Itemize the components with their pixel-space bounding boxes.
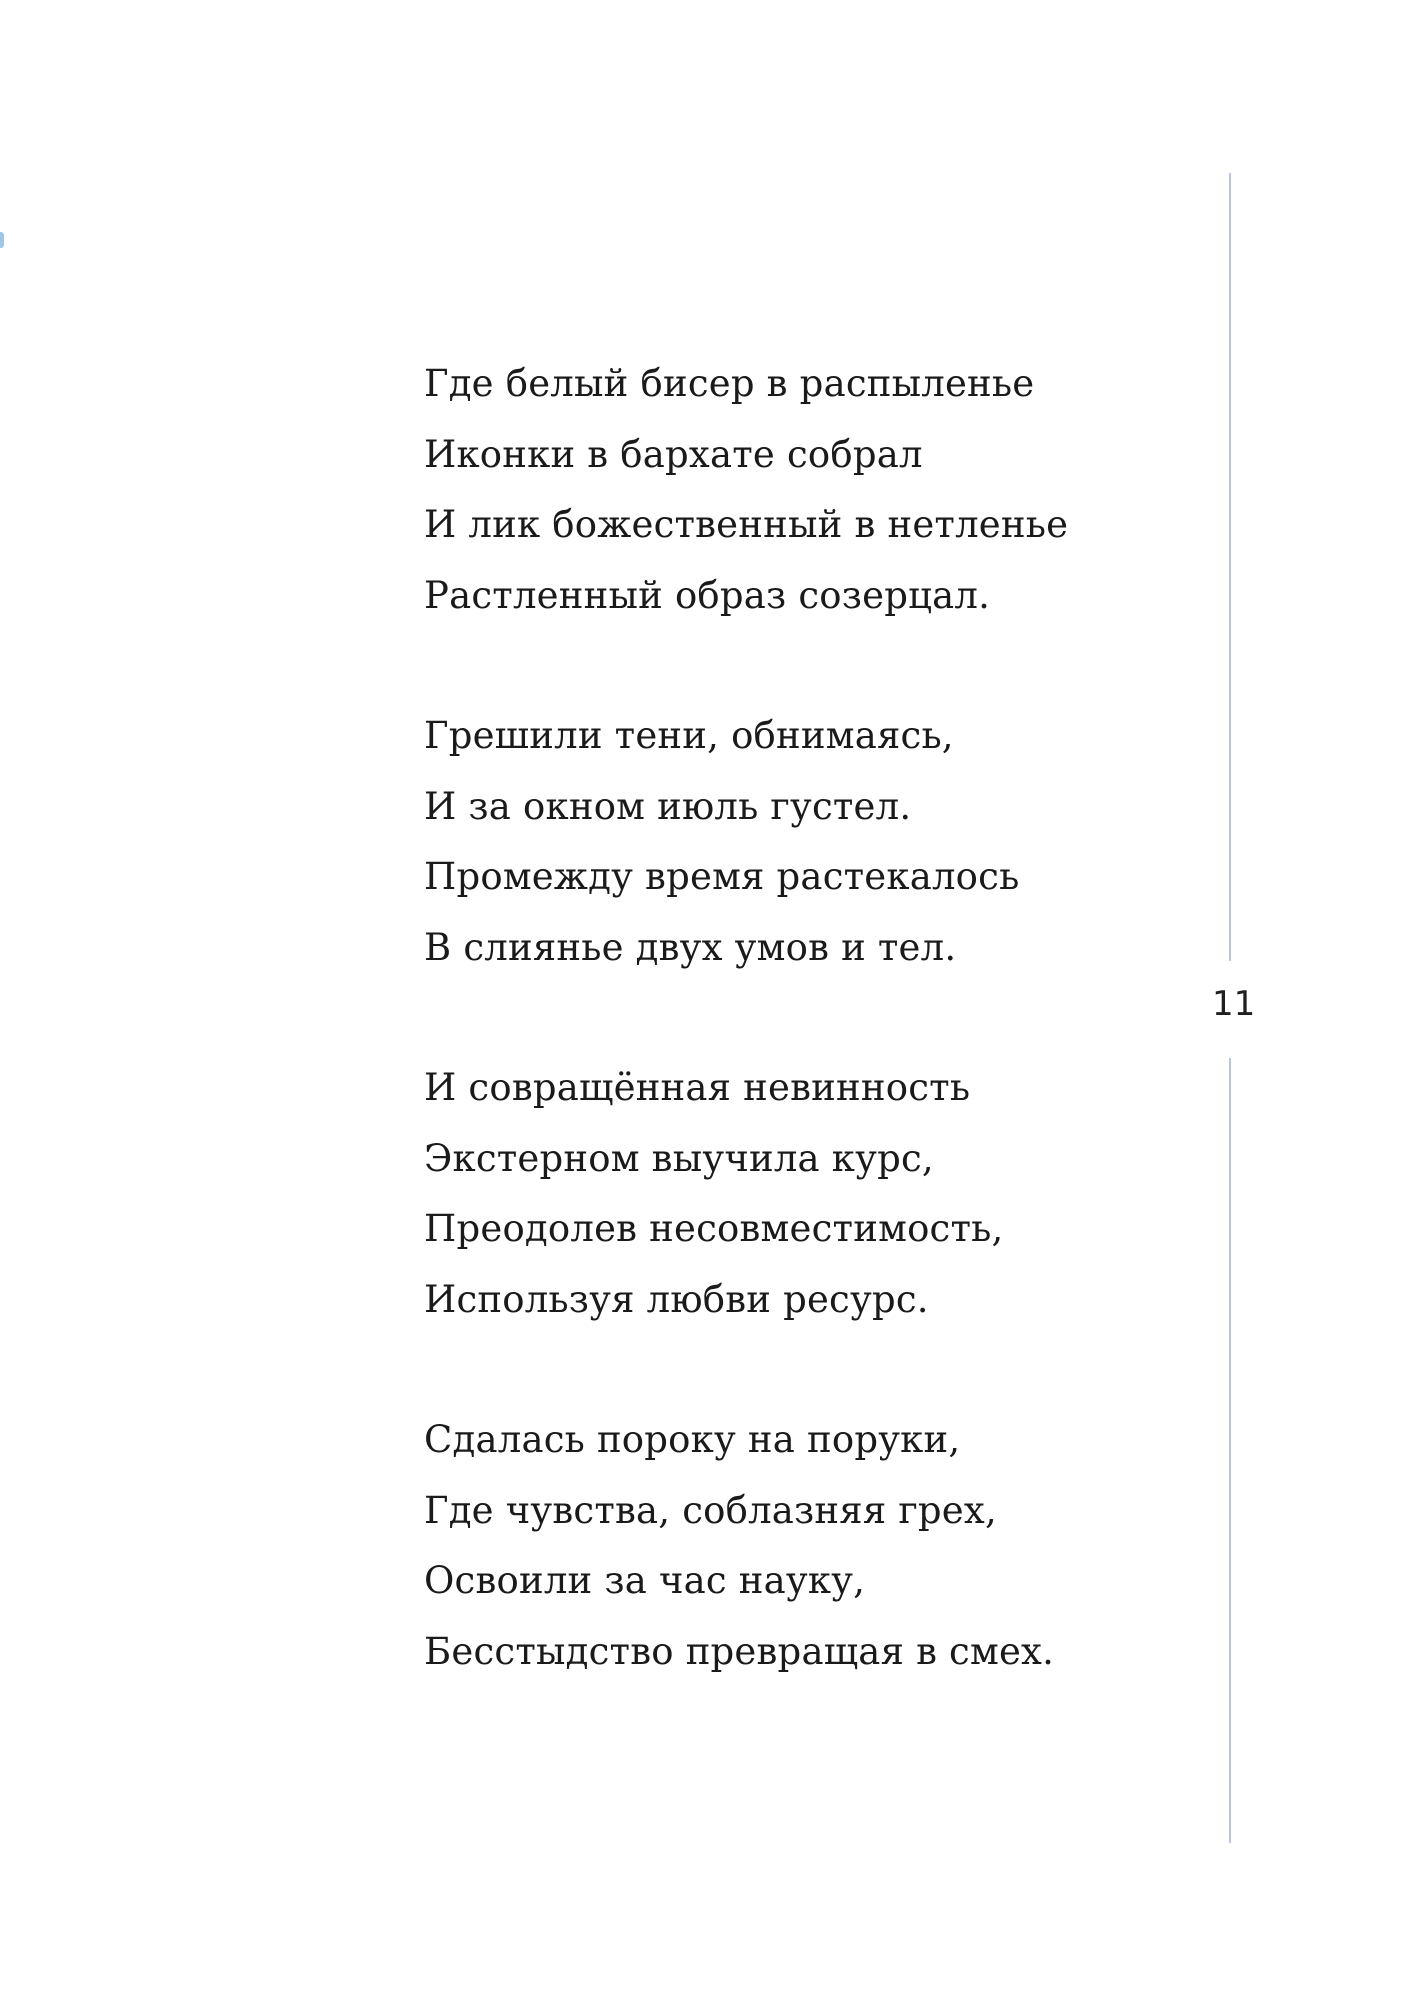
poem: [424, 355, 1068, 1763]
poem-line: И совращённая невинность: [424, 1066, 971, 1109]
stanza-1: [424, 355, 1068, 637]
stanza-4: [424, 1411, 1068, 1693]
poem-line: Освоили за час науку,: [424, 1559, 866, 1602]
margin-rule-bottom: [1229, 1058, 1231, 1843]
page-number: 11: [1212, 984, 1256, 1024]
poem-line: И лик божественный в нетленье: [424, 503, 1069, 546]
poem-line: И за окном июль густел.: [424, 784, 912, 828]
page-edge-mark: [0, 232, 4, 248]
poem-line: Сдалась пороку на поруки,: [424, 1418, 961, 1461]
poem-line: Преодолев несовместимость,: [424, 1207, 1004, 1250]
poem-line: Промежду время растекалось: [424, 855, 1020, 898]
margin-rule-top: [1229, 173, 1231, 961]
poem-line: Бесстыдство превращая в смех.: [424, 1629, 1055, 1673]
stanza-3: [424, 1059, 1068, 1341]
poem-line: В слиянье двух умов и тел.: [424, 925, 957, 969]
poem-line: Иконки в бархате собрал: [424, 432, 923, 476]
poem-line: Где чувства, соблазняя грех,: [424, 1488, 997, 1532]
poem-line: Грешили тени, обнимаясь,: [424, 714, 954, 757]
poem-line: Экстерном выучила курс,: [424, 1136, 934, 1180]
poem-line: Используя любви ресурс.: [424, 1277, 929, 1321]
poem-line: Растленный образ созерцал.: [424, 573, 991, 617]
stanza-2: [424, 707, 1068, 989]
poem-line: Где белый бисер в распыленье: [424, 362, 1035, 405]
